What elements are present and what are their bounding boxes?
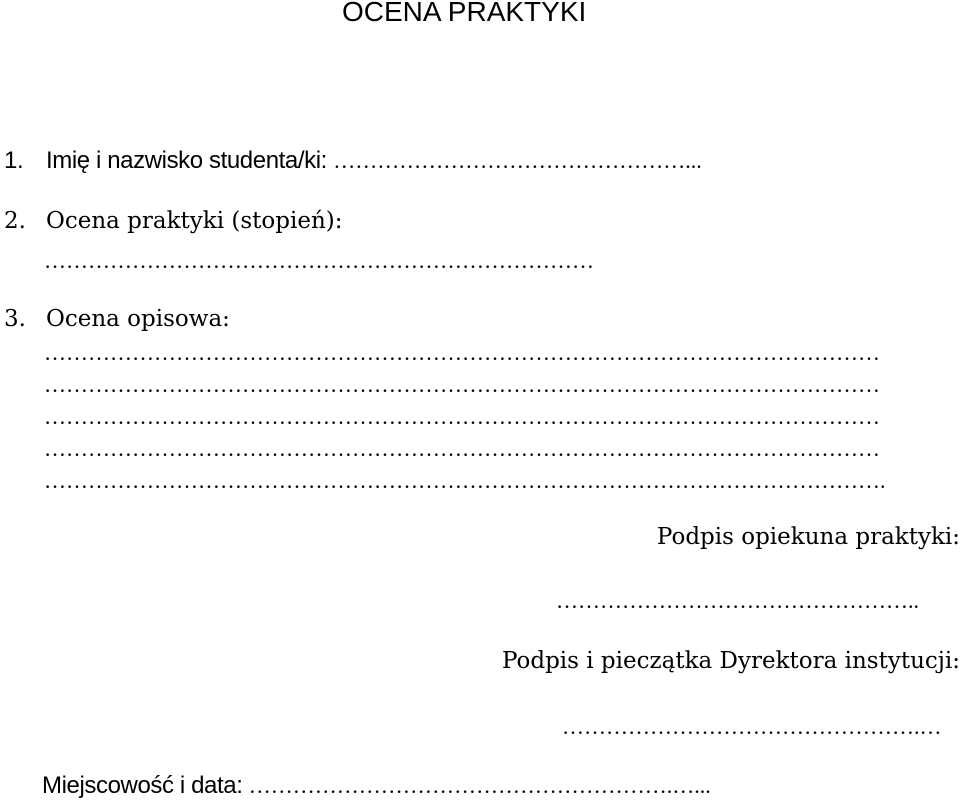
place-date-label: Miejscowość i data: (42, 772, 243, 799)
assessment-line-3[interactable]: …………………………………………………………………………………………………… (44, 404, 880, 429)
student-name-field[interactable]: …………………………………………... (333, 148, 702, 173)
assessment-line-2[interactable]: …………………………………………………………………………………………………… (44, 372, 880, 397)
item-label: Imię i nazwisko studenta/ki: (46, 147, 327, 174)
item-number: 2. (4, 208, 26, 234)
item-student-name (4, 147, 702, 175)
assessment-line-1[interactable]: …………………………………………………………………………………………………… (44, 340, 880, 365)
place-date-field[interactable]: ………………………………………………….…... (248, 773, 711, 798)
assessment-line-5[interactable]: ……………………………………………………………………………………………………. (44, 468, 886, 493)
grade-field[interactable]: ………………………………………………………………… (44, 248, 594, 273)
supervisor-signature-label: Podpis opiekuna praktyki: (656, 524, 960, 550)
item-label: Ocena opisowa: (46, 306, 230, 332)
item-label: Ocena praktyki (stopień): (46, 208, 343, 234)
director-signature-label: Podpis i pieczątka Dyrektora instytucji: (501, 648, 960, 674)
assessment-line-4[interactable]: …………………………………………………………………………………………………… (44, 436, 880, 461)
item-number: 3. (4, 306, 26, 332)
item-grade (4, 208, 342, 234)
director-signature-field[interactable]: ………………………………………….… (562, 714, 942, 739)
place-date-row (42, 772, 711, 800)
page-title: OCENA PRAKTYKI (342, 0, 587, 27)
item-descriptive-assessment (4, 306, 230, 332)
item-number: 1. (4, 147, 24, 174)
supervisor-signature-field[interactable]: ………………………………………….. (556, 588, 919, 613)
